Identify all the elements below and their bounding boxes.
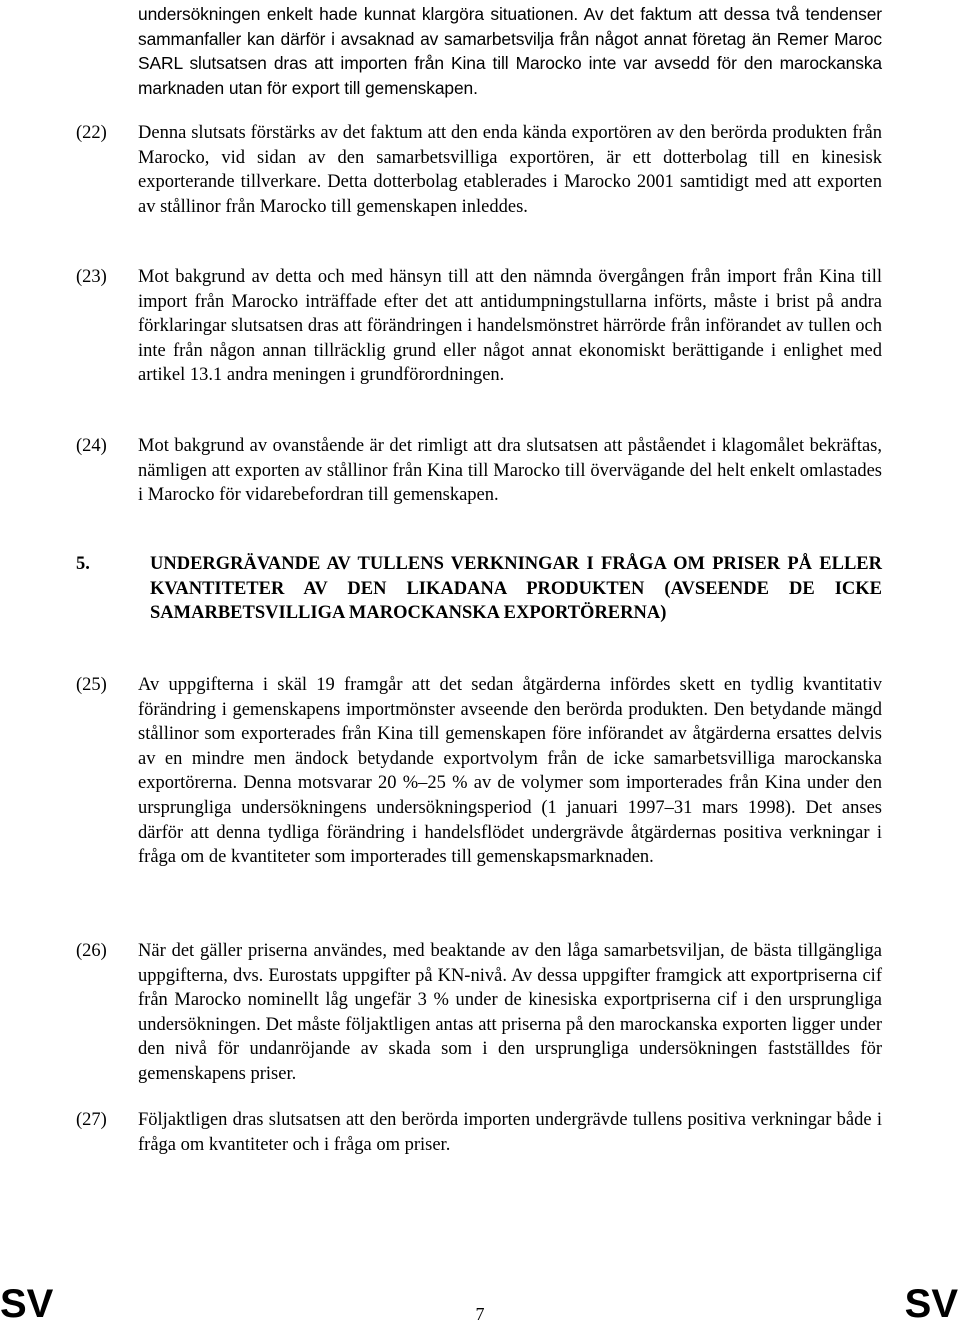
footer-page-number: 7	[475, 1304, 485, 1324]
paragraph-number-25: (25)	[76, 675, 107, 695]
paragraph-23-text: Mot bakgrund av detta och med hänsyn till att den nämnda övergången från import från Kina till import från Marocko inträffade efter det att antidumpningstullarna införts, måste i brist på andra förklaringar slutsatsen dras att förändringen i handelsmönstret härrörde från införandet av tullen och inte från någon annan tillräcklig grund eller något annat ekonomiskt berättigande i enlighet med artikel 13.1 andra meningen i grundförordningen.	[138, 267, 882, 386]
continuation-paragraph: undersökningen enkelt hade kunnat klargöra situationen. Av det faktum att dessa två tendenser sammanfaller kan därför i avsaknad av samarbetsvilja från något annat företag än Remer Maroc SARL slutsatsen dras att importen från Kina till Marocko inte var avsedd för den marockanska marknaden utan för export till gemenskapen.	[138, 4, 882, 98]
footer-language-left: SV	[0, 1282, 54, 1326]
paragraph-number-22: (22)	[76, 123, 107, 143]
paragraph-number-27: (27)	[76, 1110, 107, 1130]
paragraph-26-text: När det gäller priserna användes, med beaktande av den låga samarbetsviljan, de bästa tillgängliga uppgifterna, dvs. Eurostats uppgifter på KN-nivå. Av dessa uppgifter framgick att exportpriserna cif från Marocko nominellt låg ungefär 3 % under de kinesiska exportpriserna cif i den ursprungliga undersökningen. Det måste följaktligen antas att priserna på den marockanska exporten ligger under den nivå för undanröjande av skada som i den ursprungliga undersökningen fastställdes för gemenskapens priser.	[138, 941, 882, 1084]
paragraph-24-text: Mot bakgrund av ovanstående är det rimligt att dra slutsatsen att påståendet i klagomålet bekräftas, nämligen att exporten av stållinor från Kina till Marocko till övervägande del helt enkelt omlastades i Marocko för vidarebefordran till gemenskapen.	[138, 436, 882, 506]
paragraph-27-text: Följaktligen dras slutsatsen att den berörda importen undergrävde tullens positiva verkningar både i fråga om kvantiteter och i fråga om priser.	[138, 1110, 882, 1155]
paragraph-22-text: Denna slutsats förstärks av det faktum att den enda kända exportören av den berörda produkten från Marocko, vid sidan av den samarbetsvilliga exportören, är ett dotterbolag till en kinesisk exporterande tillverkare. Detta dotterbolag etablerades i Marocko 2001 samtidigt med att exporten av stållinor från Marocko till gemenskapen inleddes.	[138, 123, 882, 217]
paragraph-25-text: Av uppgifterna i skäl 19 framgår att det sedan åtgärderna infördes skett en tydlig kvantitativ förändring i gemenskapens importmönster avseende den berörda produkten. Den betydande mängd stållinor som exporterades från Kina till gemenskapen före införandet av åtgärderna ersattes delvis av en mindre men ändock betydande exportvolym från de icke samarbetsvilliga marockanska exportörerna. Denna motsvarar 20 %–25 % av de volymer som importerades från Kina under den ursprungliga undersökningens undersökningsperiod (1 januari 1997–31 mars 1998). Det anses därför att denna tydliga förändring i handelsflödet undergrävde åtgärdernas positiva verkningar i fråga om de kvantiteter som importerades till gemenskapsmarknaden.	[138, 675, 882, 868]
section-heading: UNDERGRÄVANDE AV TULLENS VERKNINGAR I FRÅGA OM PRISER PÅ ELLER KVANTITETER AV DEN LIKADANA PRODUKTEN (AVSEENDE DE ICKE SAMARBETSVILLIGA MAROCKANSKA EXPORTÖRERNA)	[150, 554, 882, 624]
paragraph-number-26: (26)	[76, 941, 107, 961]
section-number: 5.	[76, 554, 90, 574]
footer-language-right: SV	[904, 1282, 958, 1326]
paragraph-number-24: (24)	[76, 436, 107, 456]
paragraph-number-23: (23)	[76, 267, 107, 287]
